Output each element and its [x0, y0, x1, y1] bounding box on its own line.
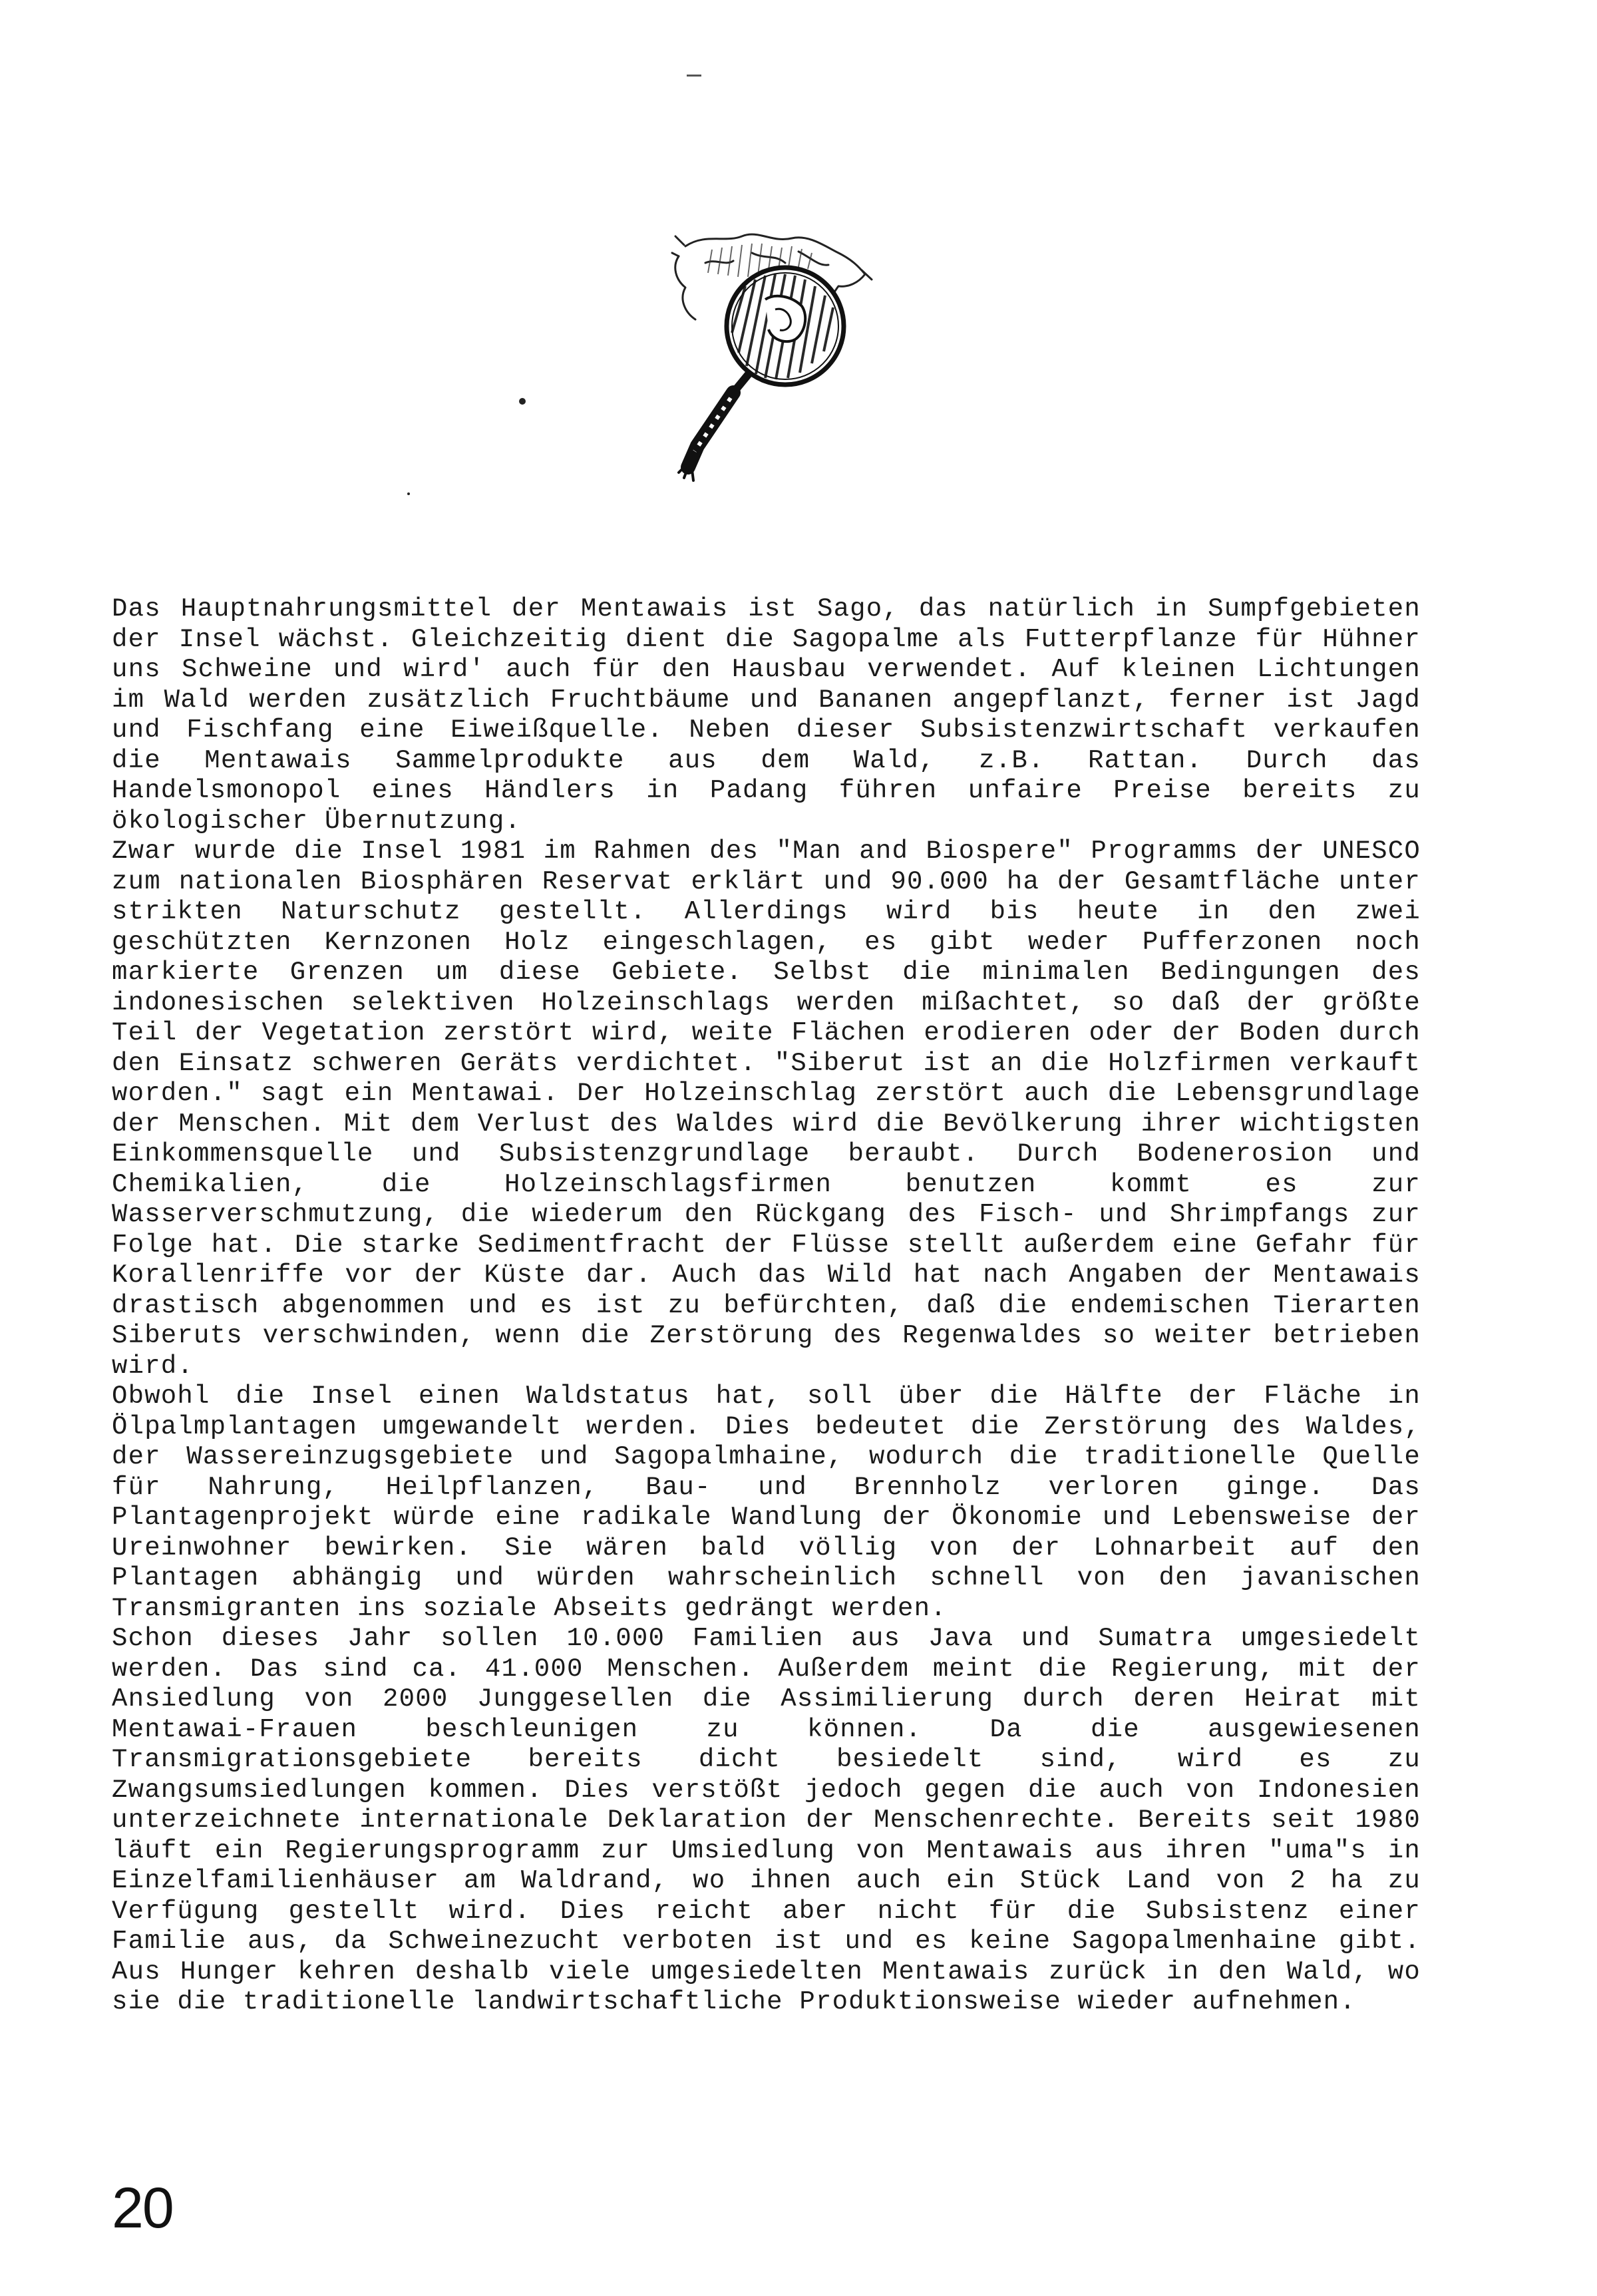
paragraph: Zwar wurde die Insel 1981 im Rahmen des "Man and Biospere" Programms der UNESCO zum nationalen Biosphären Reservat erklärt und 90.000 ha der Gesamtfläche unter strikten Naturschutz gestellt. Allerdings wird bis heute in den zwei geschützten Kernzonen Holz eingeschlagen, es gibt weder Pufferzonen noch markierte Grenzen um diese Gebiete. Selbst die minimalen Bedingungen des indonesischen selektiven Holzeinschlags werden mißachtet, so daß der größte Teil der Vegetation zerstört wird, weite Flächen erodieren oder der Boden durch den Einsatz schweren Geräts verdichtet. "Siberut ist an die Holzfirmen verkauft worden." sagt ein Mentawai. Der Holzeinschlag zerstört auch die Lebensgrundlage der Menschen. Mit dem Verlust des Waldes wird die Bevölkerung ihrer wichtigsten Einkommensquelle und Subsistenzgrundlage beraubt. Durch Bodenerosion und Chemikalien, die Holzeinschlagsfirmen benutzen kommt es zur Wasserverschmutzung, die wiederum den Rückgang des Fisch- und Shrimpfangs zur Folge hat. Die starke Sedimentfracht der Flüsse stellt außerdem eine Gefahr für Korallenriffe vor der Küste dar. Auch das Wild hat nach Angaben der Mentawais drastisch abgenommen und es ist zu befürchten, daß die endemischen Tierarten Siberuts verschwinden, wenn die Zerstörung des Regenwaldes so weiter betrieben wird.: [112, 837, 1421, 1381]
paragraph: Schon dieses Jahr sollen 10.000 Familien aus Java und Sumatra umgesiedelt werden. Das sind ca. 41.000 Menschen. Außerdem meint die Regierung, mit der Ansiedlung von 2000 Junggesellen die Assimilierung durch deren Heirat mit Mentawai-Frauen beschleunigen zu können. Da die ausgewiesenen Transmigrationsgebiete bereits dicht besiedelt sind, wird es zu Zwangsumsiedlungen kommen. Dies verstößt jedoch gegen die auch von Indonesien unterzeichnete internationale Deklaration der Menschenrechte. Bereits seit 1980 läuft ein Regierungsprogramm zur Umsiedlung von Mentawais aus ihren "uma"s in Einzelfamilienhäuser am Waldrand, wo ihnen auch ein Stück Land von 2 ha zu Verfügung gestellt wird. Dies reicht aber nicht für die Subsistenz einer Familie aus, da Schweinezucht verboten ist und es keine Sagopalmenhaine gibt. Aus Hunger kehren deshalb viele umgesiedelten Mentawais zurück in den Wald, wo sie die traditionelle landwirtschaftliche Produktionsweise wieder aufnehmen.: [112, 1624, 1421, 2016]
article-body: [112, 594, 1421, 2018]
scan-mark: [687, 75, 701, 77]
paragraph: Obwohl die Insel einen Waldstatus hat, soll über die Hälfte der Fläche in Ölpalmplantagen umgewandelt werden. Dies bedeutet die Zerstörung des Waldes, der Wassereinzugsgebiete und Sagopalmhaine, wodurch die traditionelle Quelle für Nahrung, Heilpflanzen, Bau- und Brennholz verloren ginge. Das Plantagenprojekt würde eine radikale Wandlung der Ökonomie und Lebensweise der Ureinwohner bewirken. Sie wären bald völlig von der Lohnarbeit auf den Plantagen abhängig und würden wahrscheinlich schnell von den javanischen Transmigranten ins soziale Abseits gedrängt werden.: [112, 1382, 1421, 1623]
magnifying-glass-over-map-icon: [659, 226, 898, 506]
scan-speck: [407, 492, 410, 495]
page-number: 20: [112, 2176, 173, 2240]
paragraph: Das Hauptnahrungsmittel der Mentawais ist Sago, das natürlich in Sumpfgebieten der Insel wächst. Gleichzeitig dient die Sagopalme als Futterpflanze für Hühner uns Schweine und wird' auch für den Hausbau verwendet. Auf kleinen Lichtungen im Wald werden zusätzlich Fruchtbäume und Bananen angepflanzt, ferner ist Jagd und Fischfang eine Eiweißquelle. Neben dieser Subsistenzwirtschaft verkaufen die Mentawais Sammelprodukte aus dem Wald, z.B. Rattan. Durch das Handelsmonopol eines Händlers in Padang führen unfaire Preise bereits zu ökologischer Übernutzung.: [112, 594, 1421, 836]
scan-speck: [519, 398, 526, 405]
